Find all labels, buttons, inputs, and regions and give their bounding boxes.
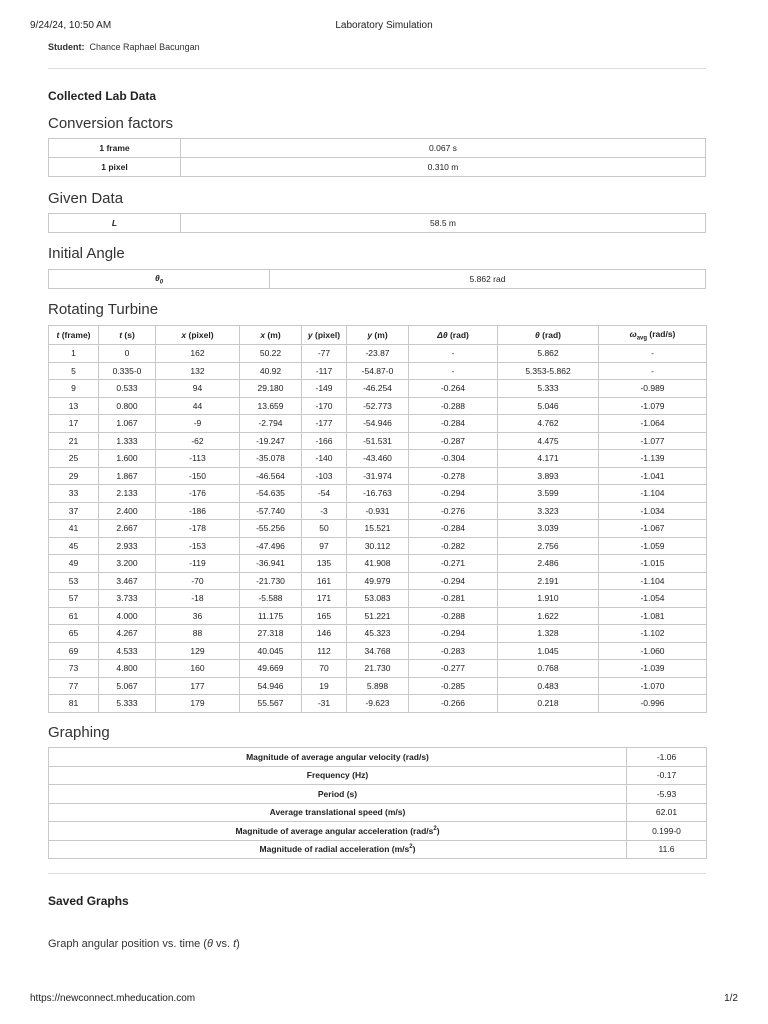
table-cell: -1.104 xyxy=(599,485,707,503)
table-cell: 5.333 xyxy=(498,380,599,398)
table-cell: -0.294 xyxy=(409,625,498,643)
given-key: L xyxy=(49,214,181,233)
table-cell: -103 xyxy=(302,467,347,485)
table-row xyxy=(49,467,707,485)
table-row xyxy=(49,677,707,695)
table-cell: 25 xyxy=(49,450,99,468)
table-row xyxy=(49,450,707,468)
table-cell: -0.989 xyxy=(599,380,707,398)
table-row xyxy=(49,803,707,822)
table-cell: 129 xyxy=(156,642,240,660)
saved-graphs-title: Saved Graphs xyxy=(48,894,129,908)
table-row xyxy=(49,695,707,713)
table-cell: -0.284 xyxy=(409,415,498,433)
table-row xyxy=(49,158,706,177)
table-cell: -170 xyxy=(302,397,347,415)
table-cell: -0.277 xyxy=(409,660,498,678)
column-header: y (pixel) xyxy=(302,326,347,345)
table-cell: 5 xyxy=(49,362,99,380)
table-row xyxy=(49,415,707,433)
table-cell: -0.288 xyxy=(409,397,498,415)
table-cell: 4.171 xyxy=(498,450,599,468)
table-cell: -153 xyxy=(156,537,240,555)
table-cell: -150 xyxy=(156,467,240,485)
graphing-value: -5.93 xyxy=(627,785,707,804)
table-cell: 5.067 xyxy=(99,677,156,695)
table-cell: -0.287 xyxy=(409,432,498,450)
table-cell: 33 xyxy=(49,485,99,503)
table-cell: 49.979 xyxy=(347,572,409,590)
table-cell: 165 xyxy=(302,607,347,625)
table-row xyxy=(49,362,707,380)
table-cell: - xyxy=(409,362,498,380)
table-row xyxy=(49,485,707,503)
graphing-title: Graphing xyxy=(48,724,110,741)
table-cell: -1.081 xyxy=(599,607,707,625)
table-cell: 2.133 xyxy=(99,485,156,503)
table-cell: -9 xyxy=(156,415,240,433)
table-cell: -0.931 xyxy=(347,502,409,520)
table-cell: 41 xyxy=(49,520,99,538)
conversion-table xyxy=(48,138,706,177)
graph-caption: Graph angular position vs. time (θ vs. t) xyxy=(48,938,240,950)
table-cell: 0.483 xyxy=(498,677,599,695)
student-line xyxy=(48,42,200,52)
initial-key: $\theta_0$ xyxy=(49,270,270,289)
table-cell: 29 xyxy=(49,467,99,485)
graphing-label: Magnitude of radial acceleration $(m/s^2)$ xyxy=(49,840,627,859)
table-row xyxy=(49,785,707,804)
table-cell: 179 xyxy=(156,695,240,713)
table-row xyxy=(49,537,707,555)
table-cell: 0.533 xyxy=(99,380,156,398)
table-cell: 3.039 xyxy=(498,520,599,538)
table-cell: -21.730 xyxy=(240,572,302,590)
table-cell: 5.353-5.862 xyxy=(498,362,599,380)
table-cell: 3.733 xyxy=(99,590,156,608)
table-cell: -0.281 xyxy=(409,590,498,608)
table-cell: -70 xyxy=(156,572,240,590)
table-cell: -43.460 xyxy=(347,450,409,468)
table-cell: 40.92 xyxy=(240,362,302,380)
table-cell: 4.800 xyxy=(99,660,156,678)
table-row xyxy=(49,766,707,785)
table-row xyxy=(49,555,707,573)
table-cell: -46.564 xyxy=(240,467,302,485)
graphing-label: Magnitude of average angular velocity (rad/s) xyxy=(49,748,627,767)
table-cell: 21 xyxy=(49,432,99,450)
table-cell: -140 xyxy=(302,450,347,468)
table-cell: -117 xyxy=(302,362,347,380)
table-cell: 5.862 xyxy=(498,345,599,363)
graphing-label: Frequency (Hz) xyxy=(49,766,627,785)
table-cell: 1.867 xyxy=(99,467,156,485)
table-cell: 9 xyxy=(49,380,99,398)
student-label: Student: xyxy=(48,42,85,52)
table-cell: 40.045 xyxy=(240,642,302,660)
table-row xyxy=(49,432,707,450)
table-cell: 94 xyxy=(156,380,240,398)
table-cell: -1.059 xyxy=(599,537,707,555)
table-cell: 53 xyxy=(49,572,99,590)
table-cell: 1.067 xyxy=(99,415,156,433)
column-header: x (pixel) xyxy=(156,326,240,345)
table-cell: 45 xyxy=(49,537,99,555)
table-row xyxy=(49,748,707,767)
table-cell: -149 xyxy=(302,380,347,398)
divider xyxy=(48,873,706,874)
table-cell: -0.271 xyxy=(409,555,498,573)
table-cell: 17 xyxy=(49,415,99,433)
table-cell: 44 xyxy=(156,397,240,415)
table-cell: 50.22 xyxy=(240,345,302,363)
table-cell: -1.067 xyxy=(599,520,707,538)
table-cell: 0.218 xyxy=(498,695,599,713)
given-title: Given Data xyxy=(48,190,124,207)
table-cell: -1.034 xyxy=(599,502,707,520)
table-cell: 1.045 xyxy=(498,642,599,660)
column-header: $\omega_{avg}$ (rad/s) xyxy=(599,326,707,345)
table-cell: -0.294 xyxy=(409,485,498,503)
table-cell: 135 xyxy=(302,555,347,573)
table-row xyxy=(49,590,707,608)
footer-url: https://newconnect.mheducation.com xyxy=(30,993,196,1004)
given-table xyxy=(48,213,706,233)
table-cell: -19.247 xyxy=(240,432,302,450)
table-cell: -178 xyxy=(156,520,240,538)
table-row xyxy=(49,840,707,859)
table-cell: -36.941 xyxy=(240,555,302,573)
table-cell: 37 xyxy=(49,502,99,520)
table-cell: 81 xyxy=(49,695,99,713)
table-cell: 4.267 xyxy=(99,625,156,643)
table-cell: -0.283 xyxy=(409,642,498,660)
turbine-title: Rotating Turbine xyxy=(48,301,159,318)
table-cell: 1.600 xyxy=(99,450,156,468)
table-cell: 0 xyxy=(99,345,156,363)
table-cell: -0.264 xyxy=(409,380,498,398)
table-cell: 15.521 xyxy=(347,520,409,538)
table-cell: -186 xyxy=(156,502,240,520)
section-title: Collected Lab Data xyxy=(48,89,157,103)
table-row xyxy=(49,139,706,158)
column-header: y (m) xyxy=(347,326,409,345)
graphing-value: -1.06 xyxy=(627,748,707,767)
table-cell: 171 xyxy=(302,590,347,608)
table-cell: -2.794 xyxy=(240,415,302,433)
table-cell: 2.667 xyxy=(99,520,156,538)
table-cell: 97 xyxy=(302,537,347,555)
conversion-key: 1 pixel xyxy=(49,158,181,177)
table-cell: -57.740 xyxy=(240,502,302,520)
table-cell: 3.599 xyxy=(498,485,599,503)
table-cell: 30.112 xyxy=(347,537,409,555)
table-row xyxy=(49,270,706,289)
graphing-value: -0.17 xyxy=(627,766,707,785)
table-cell: -1.060 xyxy=(599,642,707,660)
table-cell: 3.893 xyxy=(498,467,599,485)
column-header: θ (rad) xyxy=(498,326,599,345)
table-cell: -54.635 xyxy=(240,485,302,503)
table-row xyxy=(49,642,707,660)
table-cell: 0.335-0 xyxy=(99,362,156,380)
table-row xyxy=(49,345,707,363)
table-row xyxy=(49,625,707,643)
table-cell: 2.756 xyxy=(498,537,599,555)
table-cell: 73 xyxy=(49,660,99,678)
table-cell: -1.015 xyxy=(599,555,707,573)
table-cell: 112 xyxy=(302,642,347,660)
table-cell: -113 xyxy=(156,450,240,468)
table-cell: 36 xyxy=(156,607,240,625)
table-cell: -54 xyxy=(302,485,347,503)
table-cell: 4.475 xyxy=(498,432,599,450)
table-cell: 5.333 xyxy=(99,695,156,713)
table-cell: 3.200 xyxy=(99,555,156,573)
table-row xyxy=(49,572,707,590)
table-cell: -1.041 xyxy=(599,467,707,485)
table-cell: -1.139 xyxy=(599,450,707,468)
graphing-value: 11.6 xyxy=(627,840,707,859)
table-cell: 2.486 xyxy=(498,555,599,573)
table-cell: 29.180 xyxy=(240,380,302,398)
conversion-title: Conversion factors xyxy=(48,115,174,132)
column-header: t (s) xyxy=(99,326,156,345)
table-cell: 54.946 xyxy=(240,677,302,695)
table-cell: -0.304 xyxy=(409,450,498,468)
table-row xyxy=(49,660,707,678)
table-row xyxy=(49,822,707,841)
table-cell: -1.077 xyxy=(599,432,707,450)
table-cell: 161 xyxy=(302,572,347,590)
student-name: Chance Raphael Bacungan xyxy=(89,42,200,52)
graphing-label: Average translational speed (m/s) xyxy=(49,803,627,822)
table-cell: 4.533 xyxy=(99,642,156,660)
table-cell: -62 xyxy=(156,432,240,450)
table-cell: -0.278 xyxy=(409,467,498,485)
table-cell: 34.768 xyxy=(347,642,409,660)
graphing-label: Magnitude of average angular acceleration $(rad/s^2)$ xyxy=(49,822,627,841)
conversion-key: 1 frame xyxy=(49,139,181,158)
table-cell: -35.078 xyxy=(240,450,302,468)
table-cell: -1.039 xyxy=(599,660,707,678)
table-cell: -0.294 xyxy=(409,572,498,590)
table-cell: -52.773 xyxy=(347,397,409,415)
conversion-value: 0.310 m xyxy=(181,158,706,177)
table-cell: -1.079 xyxy=(599,397,707,415)
table-cell: 160 xyxy=(156,660,240,678)
table-cell: 2.400 xyxy=(99,502,156,520)
graphing-table xyxy=(48,747,707,859)
table-cell: -176 xyxy=(156,485,240,503)
table-cell: 27.318 xyxy=(240,625,302,643)
table-cell: 57 xyxy=(49,590,99,608)
table-cell: 51.221 xyxy=(347,607,409,625)
table-cell: 4.762 xyxy=(498,415,599,433)
table-cell: -1.104 xyxy=(599,572,707,590)
table-cell: 13.659 xyxy=(240,397,302,415)
table-cell: 41.908 xyxy=(347,555,409,573)
column-header: t (frame) xyxy=(49,326,99,345)
table-cell: 70 xyxy=(302,660,347,678)
table-cell: 1.622 xyxy=(498,607,599,625)
print-title: Laboratory Simulation xyxy=(335,20,433,31)
table-cell: -31.974 xyxy=(347,467,409,485)
table-cell: 177 xyxy=(156,677,240,695)
table-cell: -166 xyxy=(302,432,347,450)
table-row xyxy=(49,520,707,538)
table-cell: 45.323 xyxy=(347,625,409,643)
table-cell: 61 xyxy=(49,607,99,625)
table-row xyxy=(49,607,707,625)
table-cell: -0.996 xyxy=(599,695,707,713)
table-row xyxy=(49,380,707,398)
table-cell: -0.266 xyxy=(409,695,498,713)
table-header-row xyxy=(49,326,707,345)
table-cell: -1.070 xyxy=(599,677,707,695)
initial-title: Initial Angle xyxy=(48,245,125,262)
table-cell: -1.064 xyxy=(599,415,707,433)
table-cell: 88 xyxy=(156,625,240,643)
table-cell: 77 xyxy=(49,677,99,695)
table-cell: 55.567 xyxy=(240,695,302,713)
table-cell: -23.87 xyxy=(347,345,409,363)
table-cell: 13 xyxy=(49,397,99,415)
table-cell: 4.000 xyxy=(99,607,156,625)
initial-table xyxy=(48,269,706,289)
column-header: Δθ (rad) xyxy=(409,326,498,345)
graphing-label: Period (s) xyxy=(49,785,627,804)
graphing-value: 0.199-0 xyxy=(627,822,707,841)
table-cell: 0.800 xyxy=(99,397,156,415)
table-row xyxy=(49,214,706,233)
table-cell: -119 xyxy=(156,555,240,573)
table-cell: 3.467 xyxy=(99,572,156,590)
table-cell: -5.588 xyxy=(240,590,302,608)
column-header: x (m) xyxy=(240,326,302,345)
print-date: 9/24/24, 10:50 AM xyxy=(30,20,112,31)
table-row xyxy=(49,397,707,415)
table-cell: 69 xyxy=(49,642,99,660)
table-cell: -55.256 xyxy=(240,520,302,538)
page-number: 1/2 xyxy=(724,993,738,1004)
given-value: 58.5 m xyxy=(181,214,706,233)
table-cell: - xyxy=(599,345,707,363)
table-cell: 1.328 xyxy=(498,625,599,643)
graphing-value: 62.01 xyxy=(627,803,707,822)
table-cell: 21.730 xyxy=(347,660,409,678)
table-row xyxy=(49,502,707,520)
table-cell: 5.898 xyxy=(347,677,409,695)
table-cell: -0.288 xyxy=(409,607,498,625)
table-cell: 1 xyxy=(49,345,99,363)
table-cell: -0.285 xyxy=(409,677,498,695)
table-cell: 5.046 xyxy=(498,397,599,415)
table-cell: 162 xyxy=(156,345,240,363)
table-cell: 146 xyxy=(302,625,347,643)
table-cell: -54.946 xyxy=(347,415,409,433)
table-cell: -47.496 xyxy=(240,537,302,555)
table-cell: 53.083 xyxy=(347,590,409,608)
table-cell: 49.669 xyxy=(240,660,302,678)
table-cell: -0.284 xyxy=(409,520,498,538)
table-cell: -77 xyxy=(302,345,347,363)
table-cell: -9.623 xyxy=(347,695,409,713)
table-cell: 2.933 xyxy=(99,537,156,555)
initial-value: 5.862 rad xyxy=(270,270,706,289)
table-cell: -54.87-0 xyxy=(347,362,409,380)
table-cell: -51.531 xyxy=(347,432,409,450)
table-cell: - xyxy=(599,362,707,380)
table-cell: 2.191 xyxy=(498,572,599,590)
table-cell: - xyxy=(409,345,498,363)
table-cell: 132 xyxy=(156,362,240,380)
divider xyxy=(48,68,706,69)
table-cell: -16.763 xyxy=(347,485,409,503)
table-cell: 11.175 xyxy=(240,607,302,625)
table-cell: -46.254 xyxy=(347,380,409,398)
table-cell: 49 xyxy=(49,555,99,573)
table-cell: -0.282 xyxy=(409,537,498,555)
table-cell: 19 xyxy=(302,677,347,695)
table-cell: -1.054 xyxy=(599,590,707,608)
table-cell: -177 xyxy=(302,415,347,433)
turbine-table xyxy=(48,325,707,713)
table-cell: 3.323 xyxy=(498,502,599,520)
table-cell: 1.910 xyxy=(498,590,599,608)
table-cell: 0.768 xyxy=(498,660,599,678)
table-cell: -1.102 xyxy=(599,625,707,643)
table-cell: 1.333 xyxy=(99,432,156,450)
conversion-value: 0.067 s xyxy=(181,139,706,158)
table-cell: -0.276 xyxy=(409,502,498,520)
table-cell: 65 xyxy=(49,625,99,643)
table-cell: 50 xyxy=(302,520,347,538)
table-cell: -3 xyxy=(302,502,347,520)
table-cell: -18 xyxy=(156,590,240,608)
table-cell: -31 xyxy=(302,695,347,713)
